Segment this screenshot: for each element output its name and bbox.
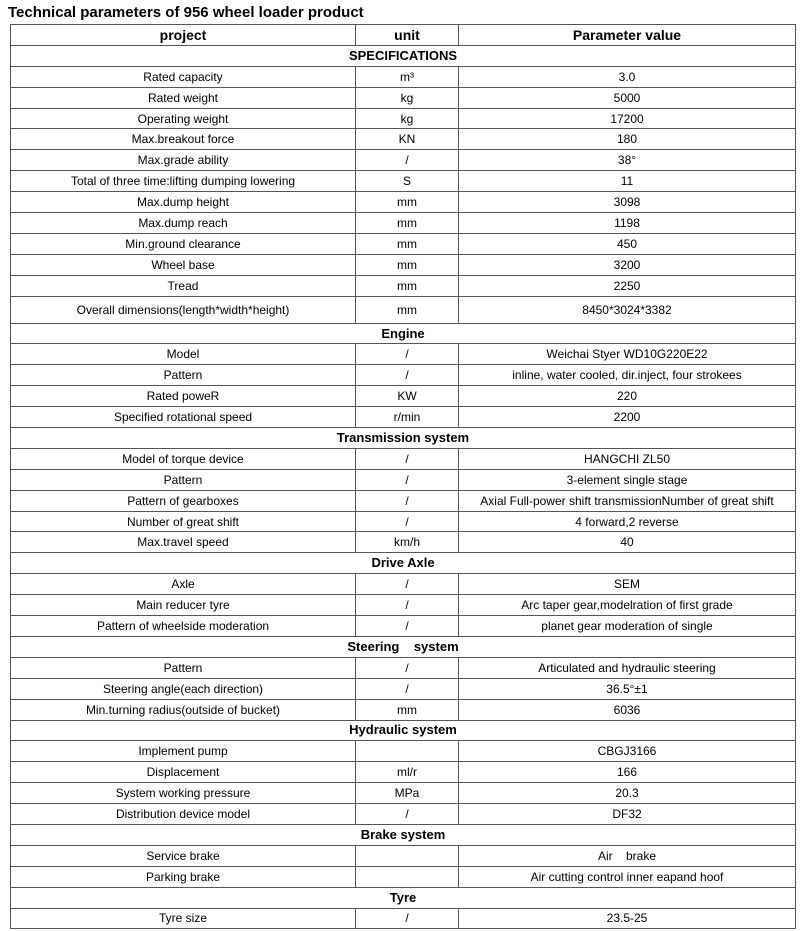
param-name-cell: Max.travel speed <box>11 532 356 553</box>
unit-cell: / <box>356 595 459 616</box>
unit-cell: mm <box>356 254 459 275</box>
value-cell: 23.5-25 <box>459 908 796 929</box>
value-cell: 8450*3024*3382 <box>459 296 796 323</box>
param-name-cell: Min.turning radius(outside of bucket) <box>11 699 356 720</box>
table-row <box>11 804 796 825</box>
table-row <box>11 511 796 532</box>
section-title: Brake system <box>11 824 796 845</box>
spec-body <box>11 45 796 929</box>
section-row <box>11 720 796 741</box>
table-row <box>11 129 796 150</box>
param-name-cell: Max.breakout force <box>11 129 356 150</box>
value-cell: inline, water cooled, dir.inject, four strokees <box>459 365 796 386</box>
param-name-cell: Rated weight <box>11 87 356 108</box>
section-title: Transmission system <box>11 428 796 449</box>
value-cell: Weichai Styer WD10G220E22 <box>459 344 796 365</box>
table-row <box>11 908 796 929</box>
table-row <box>11 574 796 595</box>
section-row <box>11 824 796 845</box>
section-title: Steering system <box>11 636 796 657</box>
table-row <box>11 783 796 804</box>
table-row <box>11 233 796 254</box>
unit-cell: / <box>356 657 459 678</box>
table-row <box>11 386 796 407</box>
value-cell: Articulated and hydraulic steering <box>459 657 796 678</box>
param-name-cell: Max.dump reach <box>11 213 356 234</box>
section-row <box>11 636 796 657</box>
table-row <box>11 616 796 637</box>
unit-cell: / <box>356 344 459 365</box>
unit-cell: m³ <box>356 66 459 87</box>
unit-cell: / <box>356 469 459 490</box>
table-row <box>11 657 796 678</box>
table-row <box>11 407 796 428</box>
table-row <box>11 741 796 762</box>
param-name-cell: Tyre size <box>11 908 356 929</box>
table-row <box>11 595 796 616</box>
section-title: Hydraulic system <box>11 720 796 741</box>
table-row <box>11 275 796 296</box>
param-name-cell: Steering angle(each direction) <box>11 678 356 699</box>
unit-cell: ml/r <box>356 762 459 783</box>
table-row <box>11 469 796 490</box>
page-title: Technical parameters of 956 wheel loader product <box>8 4 364 21</box>
table-row <box>11 192 796 213</box>
unit-cell: KN <box>356 129 459 150</box>
table-row <box>11 296 796 323</box>
table-row <box>11 87 796 108</box>
value-cell: Axial Full-power shift transmissionNumber of great shift <box>459 490 796 511</box>
param-name-cell: Wheel base <box>11 254 356 275</box>
param-name-cell: Max.dump height <box>11 192 356 213</box>
table-row <box>11 448 796 469</box>
unit-cell: / <box>356 511 459 532</box>
unit-cell: / <box>356 365 459 386</box>
table-row <box>11 845 796 866</box>
unit-cell: S <box>356 171 459 192</box>
unit-cell: / <box>356 616 459 637</box>
value-cell: SEM <box>459 574 796 595</box>
header-row <box>11 25 796 46</box>
spec-table <box>10 24 796 929</box>
section-row <box>11 323 796 344</box>
value-cell: 38° <box>459 150 796 171</box>
unit-cell: / <box>356 678 459 699</box>
header-value: Parameter value <box>459 25 796 46</box>
table-row <box>11 866 796 887</box>
value-cell: 4 forward,2 reverse <box>459 511 796 532</box>
value-cell: DF32 <box>459 804 796 825</box>
value-cell: HANGCHI ZL50 <box>459 448 796 469</box>
param-name-cell: Pattern <box>11 657 356 678</box>
param-name-cell: Model <box>11 344 356 365</box>
param-name-cell: Service brake <box>11 845 356 866</box>
value-cell: 220 <box>459 386 796 407</box>
unit-cell: MPa <box>356 783 459 804</box>
param-name-cell: System working pressure <box>11 783 356 804</box>
table-row <box>11 213 796 234</box>
section-row <box>11 553 796 574</box>
param-name-cell: Specified rotational speed <box>11 407 356 428</box>
value-cell: Arc taper gear,modelration of first grade <box>459 595 796 616</box>
unit-cell: mm <box>356 699 459 720</box>
value-cell: 450 <box>459 233 796 254</box>
table-row <box>11 699 796 720</box>
unit-cell: mm <box>356 296 459 323</box>
param-name-cell: Overall dimensions(length*width*height) <box>11 296 356 323</box>
unit-cell: mm <box>356 233 459 254</box>
param-name-cell: Pattern <box>11 365 356 386</box>
unit-cell <box>356 866 459 887</box>
value-cell: 6036 <box>459 699 796 720</box>
unit-cell: r/min <box>356 407 459 428</box>
section-title: Drive Axle <box>11 553 796 574</box>
unit-cell: mm <box>356 213 459 234</box>
table-row <box>11 150 796 171</box>
table-row <box>11 532 796 553</box>
table-row <box>11 66 796 87</box>
param-name-cell: Max.grade ability <box>11 150 356 171</box>
unit-cell <box>356 845 459 866</box>
table-row <box>11 678 796 699</box>
section-row <box>11 887 796 908</box>
unit-cell: KW <box>356 386 459 407</box>
section-title: SPECIFICATIONS <box>11 45 796 66</box>
param-name-cell: Main reducer tyre <box>11 595 356 616</box>
value-cell: 1198 <box>459 213 796 234</box>
value-cell: 166 <box>459 762 796 783</box>
section-row <box>11 45 796 66</box>
unit-cell: / <box>356 448 459 469</box>
table-row <box>11 490 796 511</box>
table-row <box>11 365 796 386</box>
param-name-cell: Axle <box>11 574 356 595</box>
value-cell: 3200 <box>459 254 796 275</box>
unit-cell: / <box>356 804 459 825</box>
param-name-cell: Distribution device model <box>11 804 356 825</box>
unit-cell: kg <box>356 108 459 129</box>
param-name-cell: Pattern of wheelside moderation <box>11 616 356 637</box>
header-unit: unit <box>356 25 459 46</box>
value-cell: 17200 <box>459 108 796 129</box>
unit-cell: mm <box>356 275 459 296</box>
unit-cell: / <box>356 574 459 595</box>
section-title: Tyre <box>11 887 796 908</box>
table-row <box>11 254 796 275</box>
param-name-cell: Number of great shift <box>11 511 356 532</box>
param-name-cell: Min.ground clearance <box>11 233 356 254</box>
section-title: Engine <box>11 323 796 344</box>
value-cell: 3-element single stage <box>459 469 796 490</box>
value-cell: 2250 <box>459 275 796 296</box>
table-row <box>11 108 796 129</box>
value-cell: 180 <box>459 129 796 150</box>
unit-cell: kg <box>356 87 459 108</box>
value-cell: 2200 <box>459 407 796 428</box>
table-row <box>11 171 796 192</box>
param-name-cell: Implement pump <box>11 741 356 762</box>
value-cell: CBGJ3166 <box>459 741 796 762</box>
param-name-cell: Operating weight <box>11 108 356 129</box>
value-cell: 20.3 <box>459 783 796 804</box>
table-row <box>11 344 796 365</box>
param-name-cell: Pattern of gearboxes <box>11 490 356 511</box>
value-cell: Air brake <box>459 845 796 866</box>
value-cell: planet gear moderation of single <box>459 616 796 637</box>
unit-cell: mm <box>356 192 459 213</box>
unit-cell: / <box>356 150 459 171</box>
param-name-cell: Displacement <box>11 762 356 783</box>
param-name-cell: Model of torque device <box>11 448 356 469</box>
value-cell: 40 <box>459 532 796 553</box>
value-cell: 36.5°±1 <box>459 678 796 699</box>
header-project: project <box>11 25 356 46</box>
param-name-cell: Rated poweR <box>11 386 356 407</box>
value-cell: Air cutting control inner eapand hoof <box>459 866 796 887</box>
unit-cell: / <box>356 908 459 929</box>
param-name-cell: Tread <box>11 275 356 296</box>
unit-cell: / <box>356 490 459 511</box>
unit-cell <box>356 741 459 762</box>
value-cell: 5000 <box>459 87 796 108</box>
param-name-cell: Parking brake <box>11 866 356 887</box>
param-name-cell: Pattern <box>11 469 356 490</box>
value-cell: 3098 <box>459 192 796 213</box>
param-name-cell: Rated capacity <box>11 66 356 87</box>
unit-cell: km/h <box>356 532 459 553</box>
table-row <box>11 762 796 783</box>
value-cell: 11 <box>459 171 796 192</box>
value-cell: 3.0 <box>459 66 796 87</box>
param-name-cell: Total of three time:lifting dumping lowering <box>11 171 356 192</box>
section-row <box>11 428 796 449</box>
